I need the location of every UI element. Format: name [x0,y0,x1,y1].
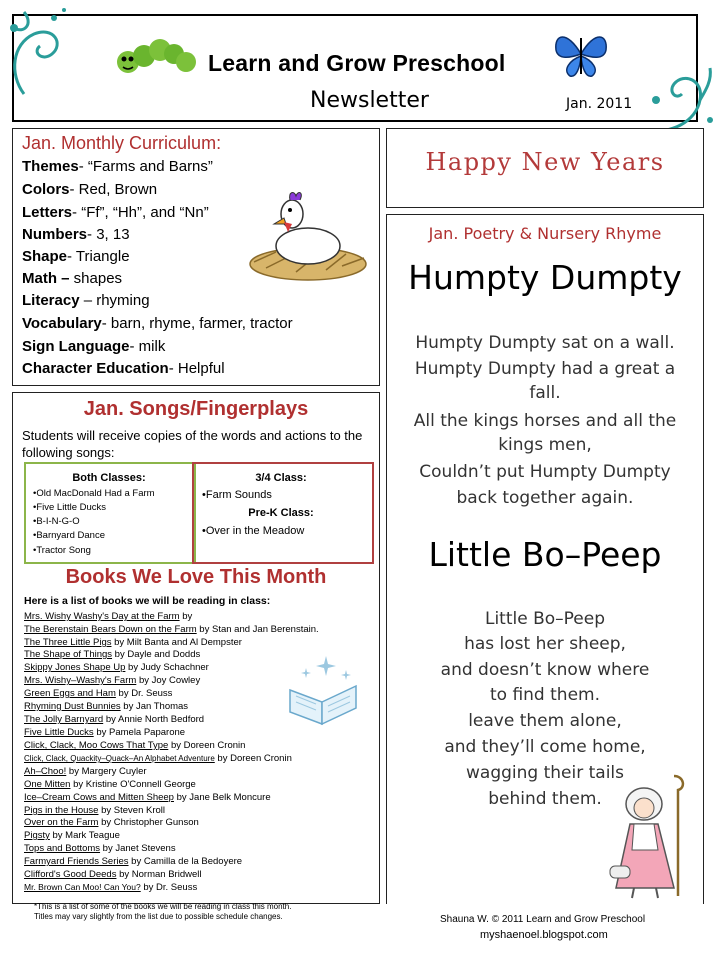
verse-line: behind them. [488,789,602,809]
book-item: Green Eggs and Ham by Dr. Seuss [24,688,173,699]
song-item: •Barnyard Dance [33,530,105,541]
book-item: The Berenstain Bears Down on the Farm by Stan and Jan Berenstain. [24,624,319,635]
curriculum-item: Sign Language- milk [22,338,166,355]
book-item: Ice–Cream Cows and Mitten Sheep by Jane Belk Moncure [24,792,271,803]
book-item: Tops and Bottoms by Janet Stevens [24,843,176,854]
book-item: Five Little Ducks by Pamela Paparone [24,727,186,738]
book-item: Mr. Brown Can Moo! Can You? by Dr. Seuss [24,882,198,893]
curriculum-item: Character Education- Helpful [22,360,225,377]
footer-credit: Shauna W. © 2011 Learn and Grow Preschool [440,914,646,925]
swirl-decoration-left-icon [4,4,74,99]
book-item: Pigsty by Mark Teague [24,830,120,841]
curriculum-title: Jan. Monthly Curriculum: [22,133,222,153]
verse-line: back together again. [456,488,634,508]
verse-line: kings men, [498,435,592,455]
both-classes-heading: Both Classes: [72,472,146,484]
curriculum-item: Colors- Red, Brown [22,181,158,198]
verse-line: Humpty Dumpty sat on a wall. [415,333,675,353]
poetry-title: Jan. Poetry & Nursery Rhyme [428,224,662,243]
curriculum-item: Literacy – rhyming [22,292,150,309]
songs-title: Jan. Songs/Fingerplays [83,398,309,420]
book-item: Ah–Choo! by Margery Cuyler [24,766,147,777]
book-item: Farmyard Friends Series by Camilla de la Bedoyere [24,856,243,867]
book-item: Mrs. Wishy–Washy's Farm by Joy Cowley [24,675,201,686]
prek-class-heading: Pre-K Class: [248,507,314,519]
book-item: The Jolly Barnyard by Annie North Bedford [24,714,205,725]
verse-line: Couldn’t put Humpty Dumpty [419,462,671,482]
verse-line: and they’ll come home, [444,737,646,757]
book-item: Click, Clack, Quackity–Quack–An Alphabet Adventure by Doreen Cronin [24,753,292,764]
book-item: Skippy Jones Shape Up by Judy Schachner [24,662,209,673]
three-four-class-heading: 3/4 Class: [255,472,307,484]
verse-line: All the kings horses and all the [413,411,677,431]
caterpillar-icon [114,32,198,80]
verse-line: Little Bo–Peep [484,609,606,629]
book-item: Click, Clack, Moo Cows That Type by Doreen Cronin [24,740,246,751]
songs-intro: Students will receive copies of the words and actions to the following songs: [22,428,363,460]
books-title: Books We Love This Month [65,566,327,588]
song-item: •B-I-N-G-O [33,516,80,527]
song-item: •Farm Sounds [202,489,272,501]
book-item: The Shape of Things by Dayle and Dodds [24,649,201,660]
curriculum-item: Shape- Triangle [22,248,130,265]
school-name: Learn and Grow Preschool [208,50,506,76]
book-item: Clifford's Good Deeds by Norman Bridwell [24,869,202,880]
open-book-icon [282,646,366,730]
verse-line: leave them alone, [468,711,622,731]
books-intro: Here is a list of books we will be reading in class: [24,595,271,607]
curriculum-item: Vocabulary- barn, rhyme, farmer, tractor [22,315,293,332]
verse-line: has lost her sheep, [464,634,626,654]
song-item: •Over in the Meadow [202,525,305,537]
song-item: •Tractor Song [33,545,91,556]
footer-blog-url: myshaenoel.blogspot.com [480,929,608,941]
issue-date: Jan. 2011 [566,96,633,112]
books-note: *This is a list of some of the books we will be reading in class this month. Titles may vary slightly from the list due to possible schedule changes. [34,902,292,921]
book-item: Mrs. Wishy Washy's Day at the Farm by [24,611,193,622]
book-item: Pigs in the House by Steven Kroll [24,805,166,816]
curriculum-item: Themes- “Farms and Barns” [22,158,213,175]
book-item: The Three Little Pigs by Milt Banta and Al Dempster [24,637,242,648]
verse-line: fall. [529,383,561,403]
rhyme-title-humpty: Humpty Dumpty [408,258,682,297]
curriculum-item: Letters- “Ff”, “Hh”, and “Nn” [22,204,209,221]
verse-line: and doesn’t know where [440,660,650,680]
verse-line: wagging their tails [466,763,624,783]
bo-peep-icon [604,770,690,902]
book-item: Rhyming Dust Bunnies by Jan Thomas [24,701,189,712]
song-item: •Old MacDonald Had a Farm [33,488,155,499]
book-item: One Mitten by Kristine O'Connell George [24,779,196,790]
curriculum-item: Math – shapes [22,270,123,287]
newsletter-title: Newsletter [310,88,429,113]
verse-line: Humpty Dumpty had a great a [414,359,676,379]
book-item: Over on the Farm by Christopher Gunson [24,817,199,828]
new-year-greeting: Happy New Years [425,148,665,176]
hen-in-nest-icon [246,186,370,282]
curriculum-item: Numbers- 3, 13 [22,226,130,243]
song-item: •Five Little Ducks [33,502,107,513]
butterfly-icon [552,28,610,80]
rhyme-title-bopeep: Little Bo–Peep [428,535,662,574]
verse-line: to find them. [489,685,600,705]
